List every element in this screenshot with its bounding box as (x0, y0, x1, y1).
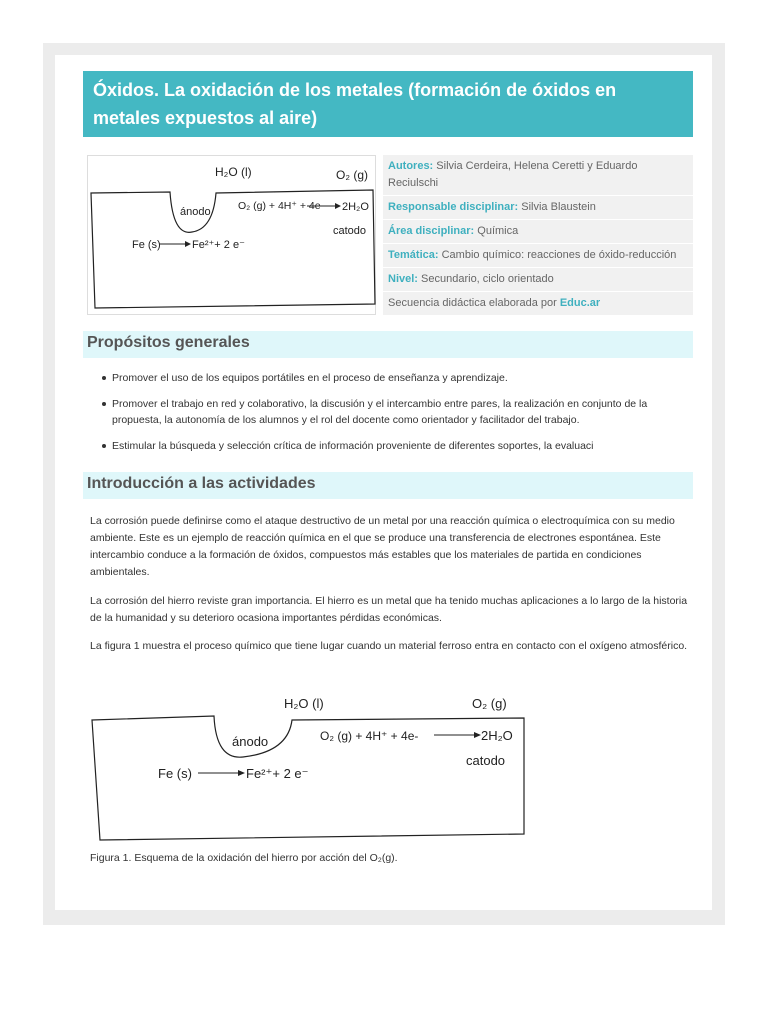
thumb-oxygen-label: O₂ (g) (336, 168, 368, 182)
meta-authors (383, 155, 693, 196)
fig-arrow-icon-2 (238, 770, 245, 776)
meta-area (383, 220, 693, 244)
list-item: Estimular la búsqueda y selección crítica de información proveniente de diferentes soportes, la evaluaci (100, 438, 680, 454)
thumbnail-diagram[interactable] (87, 155, 376, 315)
section-heading-introduccion: Introducción a las actividades (83, 472, 693, 499)
meta-resp-key: Responsable disciplinar: (388, 201, 519, 213)
thumb-arrow-icon (335, 203, 341, 209)
thumb-iron-left: Fe (s) (132, 239, 161, 251)
meta-authors-value: Silvia Cerdeira, Helena Ceretti y Eduardo Reciulschi (388, 160, 638, 189)
meta-tema-value: Cambio químico: reacciones de óxido-reducción (441, 249, 677, 261)
metadata-panel (383, 155, 693, 316)
thumb-water-label: H₂O (l) (215, 165, 252, 179)
fig-reaction-left: O₂ (g) + 4H⁺ + 4e- (320, 729, 419, 743)
meta-area-value: Química (477, 225, 519, 237)
fig-oxygen-label: O₂ (g) (472, 696, 507, 711)
fig-iron-right: Fe²⁺+ 2 e⁻ (246, 766, 309, 781)
meta-nivel-key: Nivel: (388, 273, 418, 285)
figure-caption: Figura 1. Esquema de la oxidación del hierro por acción del O₂(g). (90, 852, 398, 864)
thumb-reaction-right: 2H₂O (342, 201, 369, 213)
meta-tematica (383, 244, 693, 268)
meta-secuencia (383, 292, 693, 316)
fig-reaction-right: 2H₂O (481, 728, 513, 743)
thumb-iron-right: Fe²⁺+ 2 e⁻ (192, 239, 245, 251)
thumb-cathode-label: catodo (333, 225, 367, 237)
meta-secuencia-text: Secuencia didáctica elaborada por (388, 297, 557, 309)
list-item: Promover el trabajo en red y colaborativo, la discusión y el intercambio entre pares, la realización en conjunto de la propuesta, la autonomía de los alumnos y el rol del docente como orientador y facilitador del trabajo. (100, 396, 680, 428)
fig-water-label: H₂O (l) (284, 696, 324, 711)
fig-cathode-label: catodo (466, 753, 506, 768)
meta-nivel-value: Secundario, ciclo orientado (421, 273, 554, 285)
meta-nivel (383, 268, 693, 292)
paragraph: La corrosión puede definirse como el ataque destructivo de un metal por una reacción química o electroquímica con su medio ambiente. Este es un ejemplo de reacción química en el que se produce una transferencia de electrones espontánea. Este intercambio conduce a la formación de óxidos, compuestos más estables que los materiales de partida en condiciones ambientales. (90, 515, 675, 578)
meta-resp-value: Silvia Blaustein (521, 201, 596, 213)
fig-iron-left: Fe (s) (158, 766, 192, 781)
meta-authors-key: Autores: (388, 160, 434, 172)
section-heading-propositos: Propósitos generales (83, 331, 693, 358)
meta-tema-key: Temática: (388, 249, 439, 261)
figure-1-diagram (88, 690, 528, 842)
list-item: Promover el uso de los equipos portátiles en el proceso de enseñanza y aprendizaje. (100, 370, 680, 386)
thumb-anode-label: ánodo (180, 206, 211, 218)
propositos-list (100, 370, 680, 464)
educar-link[interactable]: Educ.ar (559, 297, 601, 309)
paragraph: La figura 1 muestra el proceso químico que tiene lugar cuando un material ferroso entra en contacto con el oxígeno atmosférico. (90, 640, 688, 652)
fig-anode-label: ánodo (232, 734, 269, 749)
meta-area-key: Área disciplinar: (388, 225, 475, 237)
thumb-reaction-left: O₂ (g) + 4H⁺ + 4e- (238, 200, 325, 212)
fig-arrow-icon (474, 732, 481, 738)
paragraph: La corrosión del hierro reviste gran importancia. El hierro es un metal que ha tenido muchas aplicaciones a lo largo de la historia de la humanidad y su deterioro ocasiona importantes pérdidas económicas. (90, 595, 688, 624)
thumb-arrow-icon-2 (185, 241, 191, 247)
page-title: Óxidos. La oxidación de los metales (formación de óxidos en metales expuestos al aire) (83, 71, 693, 137)
meta-responsable (383, 196, 693, 220)
